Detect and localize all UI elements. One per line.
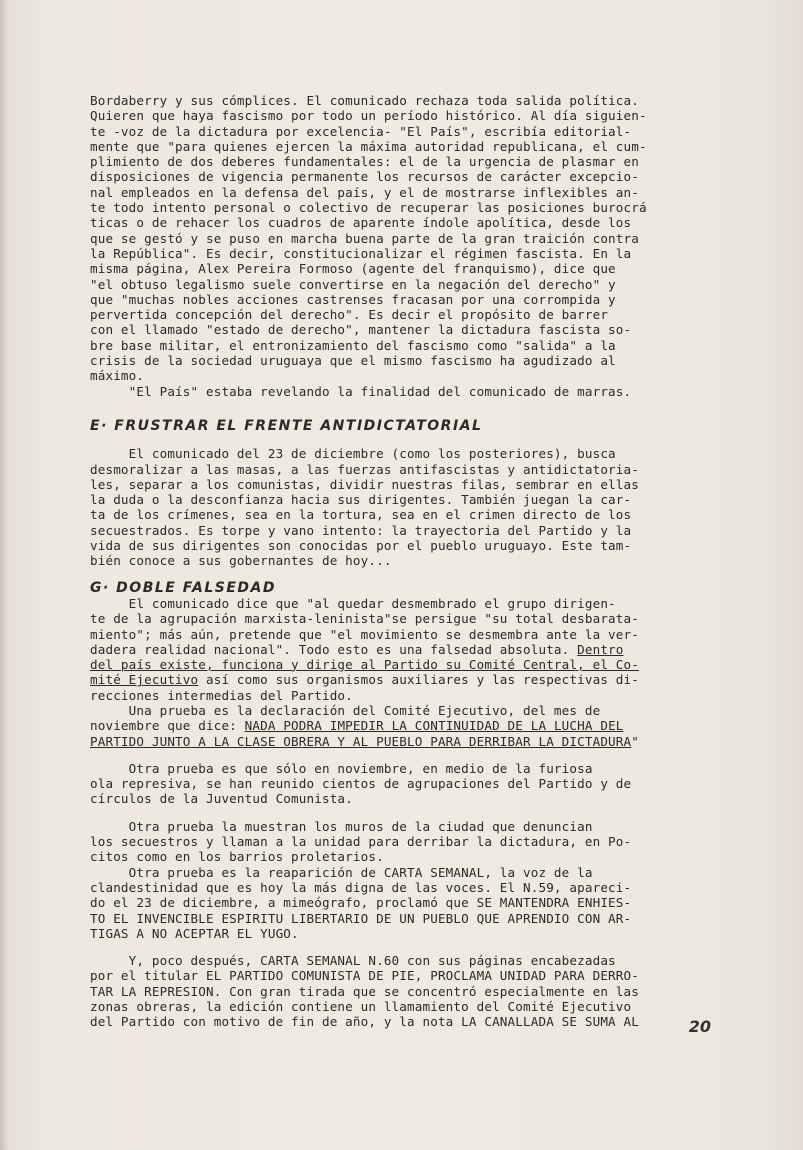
text-line: desmoralizar a las masas, a las fuerzas antifascistas y antidictatoria- <box>90 461 639 477</box>
text-segment: " <box>631 733 639 749</box>
text-segment: dadera realidad nacional". Todo esto es una falsedad absoluta. <box>90 641 578 657</box>
text-segment: así como sus organismos auxiliares y las respectivas di- <box>198 672 639 688</box>
paragraph-g2 <box>90 703 730 749</box>
text-line: do el 23 de diciembre, a mimeógrafo, proclamó que SE MANTENDRA ENHIES- <box>90 895 632 911</box>
text-line <box>90 642 730 657</box>
text-line: Bordaberry y sus cómplices. El comunicado rechaza toda salida política. <box>90 93 639 108</box>
text-line: Y, poco después, CARTA SEMANAL N.60 con sus páginas encabezadas <box>90 953 616 969</box>
text-line: ola represiva, se han reunido cientos de agrupaciones del Partido y de <box>90 776 632 792</box>
text-segment: noviembre que dice: <box>90 718 245 734</box>
text-line: la duda o la desconfianza hacia sus dirigentes. También juegan la car- <box>90 492 632 508</box>
text-line: zonas obreras, la edición contiene un llamamiento del Comité Ejecutivo <box>90 999 632 1015</box>
text-line: Otra prueba la muestran los muros de la ciudad que denuncian <box>90 818 593 834</box>
text-line: círculos de la Juventud Comunista. <box>90 791 353 807</box>
text-line: mente que "para quienes ejercen la máxima autoridad republicana, el cum- <box>90 138 647 154</box>
text-line <box>90 672 730 687</box>
document-body <box>90 93 730 1030</box>
underlined-text: del país existe, funciona y dirige al Partido su Comité Central, el Co- <box>90 657 639 673</box>
text-line: Una prueba es la declaración del Comité Ejecutivo, del mes de <box>90 702 601 718</box>
text-line <box>90 657 730 672</box>
underlined-text: NADA PODRA IMPEDIR LA CONTINUIDAD DE LA LUCHA DEL <box>244 718 624 734</box>
text-line: que se gestó y se puso en marcha buena parte de la gran traición contra <box>90 230 639 246</box>
text-line: El comunicado dice que "al quedar desmembrado el grupo dirigen- <box>90 595 616 611</box>
text-line: la República". Es decir, constitucionalizar el régimen fascista. En la <box>90 245 632 261</box>
section-heading-e: E· FRUSTRAR EL FRENTE ANTIDICTATORIAL <box>90 417 483 434</box>
text-line <box>90 734 730 749</box>
page-number: 20 <box>688 1017 711 1036</box>
paragraph-g3 <box>90 761 730 807</box>
text-line: pervertida concepción del derecho". Es decir el propósito de barrer <box>90 307 609 323</box>
text-line: ta de los crímenes, sea en la tortura, sea en el crimen directo de los <box>90 507 632 523</box>
text-line: Otra prueba es la reaparición de CARTA SEMANAL, la voz de la <box>90 864 593 880</box>
text-line: por el titular EL PARTIDO COMUNISTA DE PIE, PROCLAMA UNIDAD PARA DERRO- <box>90 968 639 984</box>
text-line: los secuestros y llaman a la unidad para derribar la dictadura, en Po- <box>90 834 632 850</box>
binding-edge <box>0 0 8 1150</box>
text-line: que "muchas nobles acciones castrenses fracasan por una corrompida y <box>90 291 616 307</box>
text-line <box>90 718 730 733</box>
text-line: misma página, Alex Pereira Formoso (agente del franquismo), dice que <box>90 261 616 277</box>
text-line: del Partido con motivo de fin de año, y la nota LA CANALLADA SE SUMA AL <box>90 1014 639 1030</box>
section-heading-g: G· DOBLE FALSEDAD <box>90 579 276 596</box>
text-line: te todo intento personal o colectivo de recuperar las posiciones burocrá <box>90 200 647 216</box>
paragraph-e <box>90 446 730 568</box>
text-line: secuestrados. Es torpe y vano intento: la trayectoria del Partido y la <box>90 522 632 538</box>
text-line: te de la agrupación marxista-leninista"se persigue "su total desbarata- <box>90 611 639 627</box>
text-line: El comunicado del 23 de diciembre (como los posteriores), busca <box>90 446 616 462</box>
text-line: TIGAS A NO ACEPTAR EL YUGO. <box>90 925 299 941</box>
text-line: miento"; más aún, pretende que "el movimiento se desmembra ante la ver- <box>90 626 639 642</box>
text-line: Otra prueba es que sólo en noviembre, en medio de la furiosa <box>90 760 593 776</box>
underlined-text: Dentro <box>577 641 624 657</box>
paragraph-c <box>90 93 730 399</box>
underlined-text: PARTIDO JUNTO A LA CLASE OBRERA Y AL PUEBLO PARA DERRIBAR LA DICTADURA <box>90 733 632 749</box>
text-line: bién conoce a sus gobernantes de hoy... <box>90 553 392 569</box>
text-line: citos como en los barrios proletarios. <box>90 849 384 865</box>
text-line: "El País" estaba revelando la finalidad del comunicado de marras. <box>90 383 632 399</box>
text-line: recciones intermedias del Partido. <box>90 687 353 703</box>
text-line: con el llamado "estado de derecho", mantener la dictadura fascista so- <box>90 322 632 338</box>
text-line: plimiento de dos deberes fundamentales: el de la urgencia de plasmar en <box>90 154 639 170</box>
underlined-text: mité Ejecutivo <box>90 672 199 688</box>
paragraph-g1 <box>90 596 730 703</box>
text-line: TAR LA REPRESION. Con gran tirada que se concentró especialmente en las <box>90 983 639 999</box>
text-line: te -voz de la dictadura por excelencia- "El País", escribía editorial- <box>90 123 632 139</box>
text-line: les, separar a los comunistas, dividir nuestras filas, sembrar en ellas <box>90 476 639 492</box>
text-line: "el obtuso legalismo suele convertirse en la negación del derecho" y <box>90 276 616 292</box>
text-line: disposiciones de vigencia permanente los recursos de carácter excepcio- <box>90 169 639 185</box>
text-line: TO EL INVENCIBLE ESPIRITU LIBERTARIO DE UN PUEBLO QUE APRENDIO CON AR- <box>90 910 632 926</box>
text-line: bre base militar, el entronizamiento del fascismo como "salida" a la <box>90 337 616 353</box>
paragraph-g5 <box>90 865 730 941</box>
text-line: máximo. <box>90 368 145 384</box>
text-line: nal empleados en la defensa del país, y el de mostrarse inflexibles an- <box>90 184 639 200</box>
paragraph-g6 <box>90 953 730 1029</box>
text-line: ticas o de rehacer los cuadros de aparente índole apolítica, desde los <box>90 215 632 231</box>
text-line: clandestinidad que es hoy la más digna de las voces. El N.59, apareci- <box>90 879 632 895</box>
text-line: crisis de la sociedad uruguaya que el mismo fascismo ha agudizado al <box>90 353 616 369</box>
text-line: Quieren que haya fascismo por todo un período histórico. Al día siguien- <box>90 108 647 124</box>
paragraph-g4 <box>90 819 730 865</box>
text-line: vida de sus dirigentes son conocidas por el pueblo uruguayo. Este tam- <box>90 538 632 554</box>
